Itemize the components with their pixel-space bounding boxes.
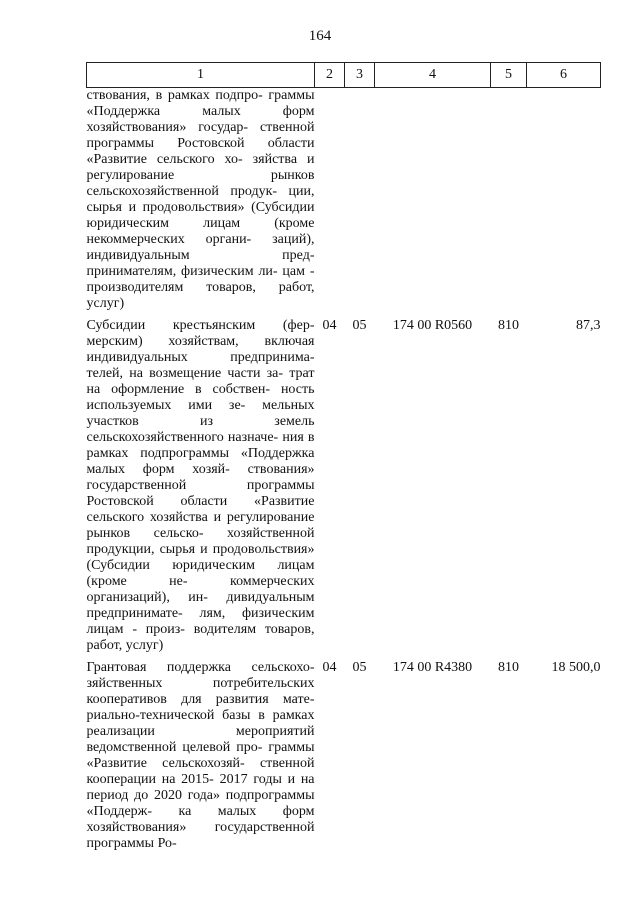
header-col-6: 6 — [527, 63, 601, 88]
table-row — [87, 88, 601, 313]
table-row — [87, 654, 601, 852]
table-header-row — [87, 63, 601, 88]
page-number: 164 — [308, 28, 332, 44]
cell-section: 04 — [322, 660, 337, 675]
cell-amount: 18 500,0 — [551, 660, 601, 675]
cell-section — [315, 88, 345, 313]
cell-amount: 87,3 — [576, 318, 601, 333]
description-text: ствования, в рамках подпро- граммы «Поддержка малых форм хозяйствования» государ- ственной программы Ростовской области «Развитие сельского хо- зяйства и регулирование рынков сельскохозяйственной продук- ции, сырья и продовольствия» (Субсидии юридическим лицам (кроме некоммерческих органи- заций), индивидуальным пред- принимателям, физическим ли- цам - производителям товаров, работ, услуг) — [86, 88, 315, 311]
row-description — [87, 312, 315, 654]
cell-subsection: 05 — [352, 660, 367, 675]
cell-target-article: 174 00 R0560 — [392, 318, 473, 333]
header-col-4: 4 — [375, 63, 491, 88]
description-text: Грантовая поддержка сельскохо- зяйственных потребительских кооперативов для развития мате- риально-технической базы в рамках реализации мероприятий ведомственной целевой про- граммы «Развитие сельскохозяй- ственной кооперации на 2015- 2017 годы и на период до 2020 года» подпрограммы «Поддерж- ка малых форм хозяйствования» государственной программы Ро- — [86, 660, 315, 851]
cell-target-article: 174 00 R4380 — [392, 660, 473, 675]
cell-expense-type — [491, 88, 527, 313]
budget-table — [86, 62, 601, 852]
cell-expense-type: 810 — [498, 660, 519, 675]
cell-amount — [527, 88, 601, 313]
cell-subsection: 05 — [352, 318, 367, 333]
description-text: Субсидии крестьянским (фер- мерским) хозяйствам, включая индивидуальных предпринима- телей, на возмещение части за- трат на оформление в собствен- ность используемых ими зе- мельных участков из земель сельскохозяйственного назначе- ния в рамках подпрограммы «Поддержка малых форм хозяй- ствования» государственной программы Ростовской области «Развитие сельского хозяйства и регулирование рынков сельско- хозяйственной продукции, сырья и продовольствия» (Субсидии юридическим лицам (кроме не- коммерческих организаций), ин- дивидуальным предпринимате- лям, физическим лицам - произ- водителям товаров, работ, услуг) — [86, 318, 315, 653]
cell-subsection — [345, 88, 375, 313]
row-description — [87, 88, 315, 313]
header-col-1: 1 — [87, 63, 315, 88]
cell-expense-type: 810 — [498, 318, 519, 333]
header-col-2: 2 — [315, 63, 345, 88]
header-col-5: 5 — [491, 63, 527, 88]
row-description — [87, 654, 315, 852]
table-row — [87, 312, 601, 654]
cell-section: 04 — [322, 318, 337, 333]
cell-target-article — [375, 88, 491, 313]
header-col-3: 3 — [345, 63, 375, 88]
